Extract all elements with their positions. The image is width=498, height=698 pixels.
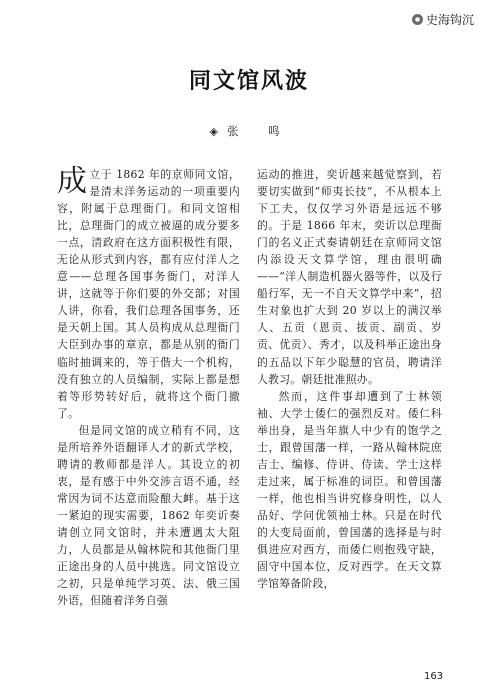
paragraph: 但是同文馆的成立稍有不同，这是所培养外语翻译人才的新式学校，聘请的教师都是洋人。其设立的初衷，是有感于中外交涉言语不通，经常因为词不达意而险酿大衅。基于这一紧迫的现实需要，1862 年奕䜣奏请创立同文馆时，并未遭遇太大阻力，人员都是从翰林院和其他衙门里正途出身的人员中挑选。同文馆设立之初，只是单纯学习英、法、俄三国外语，但随着洋务自强: [57, 423, 240, 608]
author-line: [0, 123, 498, 139]
paragraph: 运动的推进，奕䜣越来越觉察到，若要切实做到“师夷长技”，不从根本上下工夫，仅仅学习外语是远远不够的。于是 1866 年末，奕䜣以总理衙门的名义正式奏请朝廷在京师同文馆内添设天文算学馆，理由很明确——“洋人制造机器火器等件，以及行船行军，无一不自天文算学中来”，招生对象也扩大到 20 岁以上的满汉举人、五贡（恩贡、拔贡、副贡、岁贡、优贡）、秀才，以及科举正途出身的五品以下年少聪慧的官员，聘请洋人教习。朝廷批准照办。: [257, 168, 442, 386]
column-tag: [412, 11, 474, 28]
flower-icon: [412, 14, 423, 25]
diamond-icon: ◈: [209, 125, 219, 138]
paragraph: [57, 166, 240, 422]
column-name: 史海钩沉: [425, 13, 474, 27]
article-title: 同文馆风波: [188, 68, 309, 94]
paragraph-text: 立于 1862 年的京师同文馆，是清末洋务运动的一项重要内容，附属于总理衙门。和同文馆相比，总理衙门的成立被逼的成分要多一点，清政府在这方面积极性有限，无论从形式到内容，都有应付洋人之意——总理各国事务衙门，对洋人讲，这就等于你们要的外交部；对国人讲，你看，我们总理各国事务，还是天朝上国。其人员构成从总理衙门大臣到办事的章京，都是从别的衙门临时抽调来的，等于偕大一个机构，没有独立的人员编制，实际上都是想着等形势转好后，就将这个衙门撤了。: [57, 168, 240, 420]
left-column: [57, 166, 240, 609]
right-column: [257, 166, 442, 592]
author-name: 张 鸣: [226, 124, 289, 138]
paragraph: 然而，这件事却遭到了士林领袖、大学士倭仁的强烈反对。倭仁科举出身，是当年旗人中少有的饱学之士，跟曾国藩一样，一路从翰林院庶吉士、编修、侍讲、侍读、学士这样走过来，属于标准的词臣。和曾国藩一样，他也相当讲究修身明性，以人品好、学问优领袖士林。只是在时代的大变局面前，曾国藩的选择是与时俱进应对西方，而倭仁则抱残守缺，固守中国本位，反对西学。在天文算学馆筹备阶段，: [257, 389, 442, 591]
drop-cap: 成: [57, 164, 88, 199]
page-number: 163: [424, 671, 444, 682]
